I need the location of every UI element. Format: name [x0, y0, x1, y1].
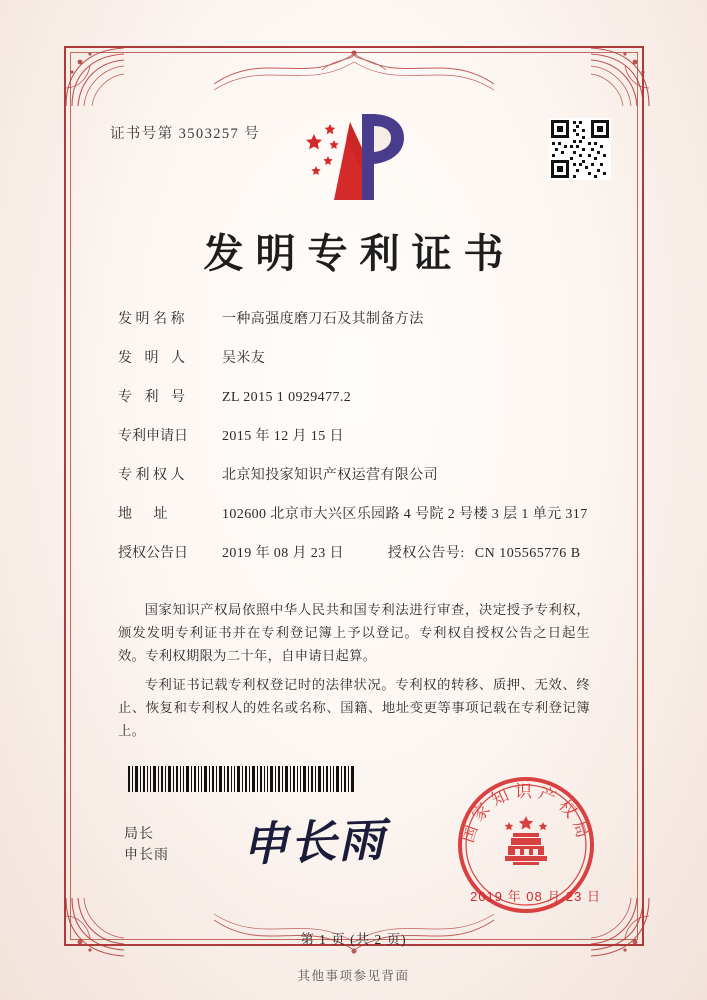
- legal-text-block: [118, 598, 590, 748]
- field-label: 专 利 号: [118, 390, 190, 405]
- field-row-patent-number: [118, 386, 598, 406]
- director-signature: 申长雨: [241, 814, 387, 871]
- page-title: 发明专利证书: [203, 231, 516, 276]
- field-label: 专利申请日: [118, 429, 188, 444]
- field-value: 2015 年 12 月 15 日: [222, 429, 344, 444]
- field-label: 地 址: [118, 507, 177, 522]
- field-value: 吴米友: [222, 351, 266, 366]
- certificate-number: 证书号第 3503257 号: [110, 126, 261, 142]
- field-row-invention-name: [118, 308, 598, 328]
- field-row-inventor: [118, 347, 598, 367]
- field-label: 授权公告日: [118, 546, 188, 561]
- field-value: 2019 年 08 月 23 日: [222, 546, 344, 561]
- field-row-application-date: [118, 425, 598, 445]
- field-row-patentee: [118, 464, 598, 484]
- page-number: 第 1 页 (共 2 页): [300, 932, 407, 947]
- director-title: [124, 824, 169, 866]
- field-row-grant-announcement: [118, 542, 598, 562]
- field-value-secondary: CN 105565776 B: [474, 546, 581, 561]
- field-label: 发 明 人: [118, 351, 190, 366]
- director-name: 申长雨: [124, 848, 169, 863]
- qr-code-icon: [549, 118, 611, 180]
- field-value: 102600 北京市大兴区乐园路 4 号院 2 号楼 3 层 1 单元 317: [222, 507, 588, 522]
- field-label-secondary: 授权公告号:: [387, 546, 465, 561]
- cnipa-emblem-icon: [288, 108, 420, 204]
- seal-date: 2019 年 08 月 23 日: [470, 889, 601, 904]
- footer-note: 其他事项参见背面: [297, 969, 410, 983]
- barcode-icon: [128, 766, 354, 792]
- seal-arc-text: 国家知识产权局: [458, 782, 594, 845]
- legal-paragraph: 国家知识产权局依照中华人民共和国专利法进行审查，决定授予专利权，颁发发明专利证书并在专利登记簿上予以登记。专利权自授权公告之日起生效。专利权期限为二十年，自申请日起算。: [118, 602, 590, 663]
- field-row-address: [118, 503, 598, 523]
- field-label: 专 利 权 人: [118, 468, 185, 483]
- fields-block: [118, 308, 598, 581]
- director-label: 局长: [124, 827, 154, 842]
- field-value: 一种高强度磨刀石及其制备方法: [222, 312, 424, 327]
- legal-paragraph: 专利证书记载专利权登记时的法律状况。专利权的转移、质押、无效、终止、恢复和专利权人的姓名或名称、国籍、地址变更等事项记载在专利登记簿上。: [118, 677, 590, 738]
- field-label: 发 明 名 称: [118, 312, 185, 327]
- field-value: 北京知投家知识产权运营有限公司: [222, 468, 438, 483]
- top-ornament-icon: [204, 40, 504, 96]
- field-value: ZL 2015 1 0929477.2: [222, 390, 352, 405]
